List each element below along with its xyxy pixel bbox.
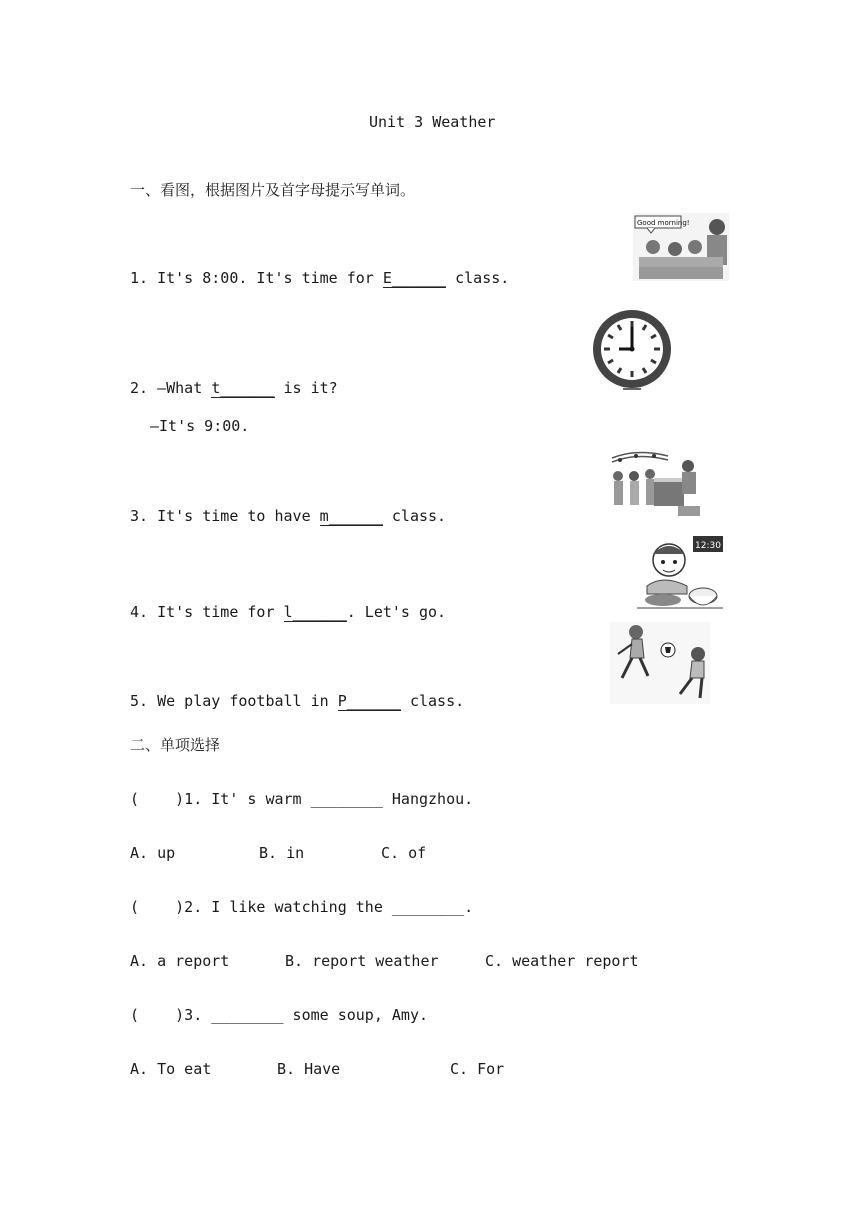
answer-letter: t (211, 379, 221, 397)
answer-blank[interactable]: ______ (220, 379, 275, 397)
question-2: 2. —What t______ is it? (130, 379, 338, 397)
classroom-image (633, 213, 729, 281)
lunch-image (633, 534, 725, 618)
question-2-answer-line: —It's 9:00. (150, 417, 250, 435)
answer-letter: P (337, 692, 347, 710)
mc-option-b[interactable]: B. in (259, 844, 305, 862)
music-class-image (608, 448, 708, 520)
answer-blank[interactable]: ______ (391, 269, 447, 287)
section1-heading: 一、看图，根据图片及首字母提示写单词。 (130, 181, 416, 199)
mc-option-b[interactable]: B. Have (277, 1060, 341, 1078)
page-title: Unit 3 Weather (369, 113, 496, 131)
mc-option-c[interactable]: C. weather report (485, 952, 639, 970)
mc-option-c[interactable]: C. For (450, 1060, 505, 1078)
question-4: 4. It's time for l______. Let's go. (130, 603, 447, 621)
mc-option-a[interactable]: A. a report (130, 952, 230, 970)
answer-letter: l (283, 603, 293, 621)
mc-question-3: ( )3. ________ some soup, Amy. (130, 1006, 429, 1024)
speech-bubble-text: Good morning! (637, 219, 690, 227)
mc-question-2: ( )2. I like watching the ________. (130, 898, 474, 916)
section2-heading: 二、单项选择 (130, 736, 221, 754)
question-5: 5. We play football in P______ class. (130, 692, 465, 710)
answer-letter: m (319, 507, 329, 525)
mc-option-c[interactable]: C. of (381, 844, 427, 862)
clock-image (591, 307, 675, 395)
answer-blank[interactable]: ______ (292, 603, 347, 621)
answer-blank[interactable]: ______ (328, 507, 383, 525)
mc-option-a[interactable]: A. To eat (130, 1060, 212, 1078)
question-3: 3. It's time to have m______ class. (130, 507, 447, 525)
football-image (610, 622, 710, 704)
mc-option-a[interactable]: A. up (130, 844, 176, 862)
answer-blank[interactable]: ______ (346, 692, 401, 710)
clock-sign-text: 12:30 (695, 541, 721, 551)
mc-option-b[interactable]: B. report weather (285, 952, 439, 970)
mc-question-1: ( )1. It' s warm ________ Hangzhou. (130, 790, 474, 808)
answer-letter: E (382, 269, 392, 287)
question-1: 1. It's 8:00. It's time for E______ class. (130, 269, 510, 287)
